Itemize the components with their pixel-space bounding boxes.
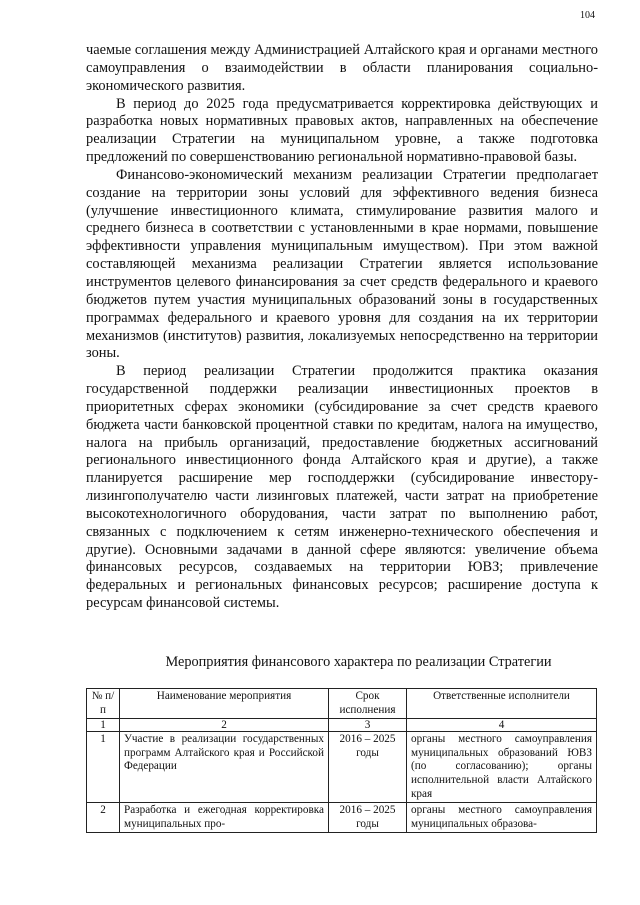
measures-table bbox=[86, 688, 597, 833]
table-header-row bbox=[87, 689, 597, 719]
row-measure-name: Участие в реализации государственных программ Алтайского края и Российской Федерации bbox=[120, 732, 329, 803]
row-executors: органы местного самоуправления муниципальных образова- bbox=[407, 803, 597, 833]
column-number: 2 bbox=[120, 719, 329, 732]
row-measure-name: Разработка и ежегодная корректировка муниципальных про- bbox=[120, 803, 329, 833]
column-number: 3 bbox=[329, 719, 407, 732]
paragraph-financial-mechanism: Финансово-экономический механизм реализации Стратегии предполагает создание на территории зоны условий для эффективного ведения бизнеса (улучшение инвестиционного климата, стимулирование развития малого и среднего бизнеса в соответствии с установленными в крае нормами, повышение эффективности управления муниципальным имуществом). При этом важной составляющей механизма реализации Стратегии является использование инструментов целевого финансирования за счет средств федерального и краевого бюджетов путем участия муниципальных образований зоны в государственных программах федерального и краевого уровня для создания на их территории механизмов (институтов) развития, локализуемых непосредственно на территории зоны. bbox=[86, 166, 598, 362]
paragraph-continuation: чаемые соглашения между Администрацией Алтайского края и органами местного самоуправления о взаимодействии в области планирования социально-экономического развития. bbox=[86, 42, 598, 94]
row-executors: органы местного самоуправления муниципальных образований ЮВЗ (по согласованию); органы исполнительной власти Алтайского края bbox=[407, 732, 597, 803]
column-number: 4 bbox=[407, 719, 597, 732]
column-number: 1 bbox=[87, 719, 120, 732]
row-number: 1 bbox=[87, 732, 120, 803]
paragraph-legal-acts: В период до 2025 года предусматривается корректировка действующих и разработка новых нормативных правовых актов, направленных на обеспечение реализации Стратегии на муниципальном уровне, а также подготовка предложений по совершенствованию региональной нормативно-правовой базы. bbox=[86, 95, 598, 166]
table-row bbox=[87, 803, 597, 833]
column-number-row bbox=[87, 719, 597, 732]
header-measure-name: Наименование мероприятия bbox=[120, 689, 329, 719]
header-term: Срок исполнения bbox=[329, 689, 407, 719]
page-number: 104 bbox=[580, 10, 595, 21]
row-term: 2016 – 2025 годы bbox=[329, 732, 407, 803]
row-term: 2016 – 2025 годы bbox=[329, 803, 407, 833]
row-number: 2 bbox=[87, 803, 120, 833]
header-executors: Ответственные исполнители bbox=[407, 689, 597, 719]
table-title: Мероприятия финансового характера по реализации Стратегии bbox=[165, 654, 552, 670]
body-text bbox=[86, 42, 598, 613]
header-number: № п/п bbox=[87, 689, 120, 719]
paragraph-state-support: В период реализации Стратегии продолжится практика оказания государственной поддержки реализации инвестиционных проектов в приоритетных сферах экономики (субсидирование за счет средств краевого бюджета части банковской процентной ставки по кредитам, налога на имущество, налога на прибыль организаций, предоставление бюджетных ассигнований регионального инвестиционного фонда Алтайского края и другие), а также планируется расширение мер господдержки (субсидирование инвестору-лизингополучателю части лизинговых платежей, части затрат на приобретение высокотехнологичного оборудования, части затрат по выполнению работ, связанных с подключением к сетям инженерно-технического обеспечения и другие). Основными задачами в данной сфере являются: увеличение объема финансовых ресурсов, создаваемых на территории ЮВЗ; привлечение федеральных и региональных финансовых ресурсов; расширение доступа к ресурсам финансовой системы. bbox=[86, 363, 598, 612]
table-row bbox=[87, 732, 597, 803]
